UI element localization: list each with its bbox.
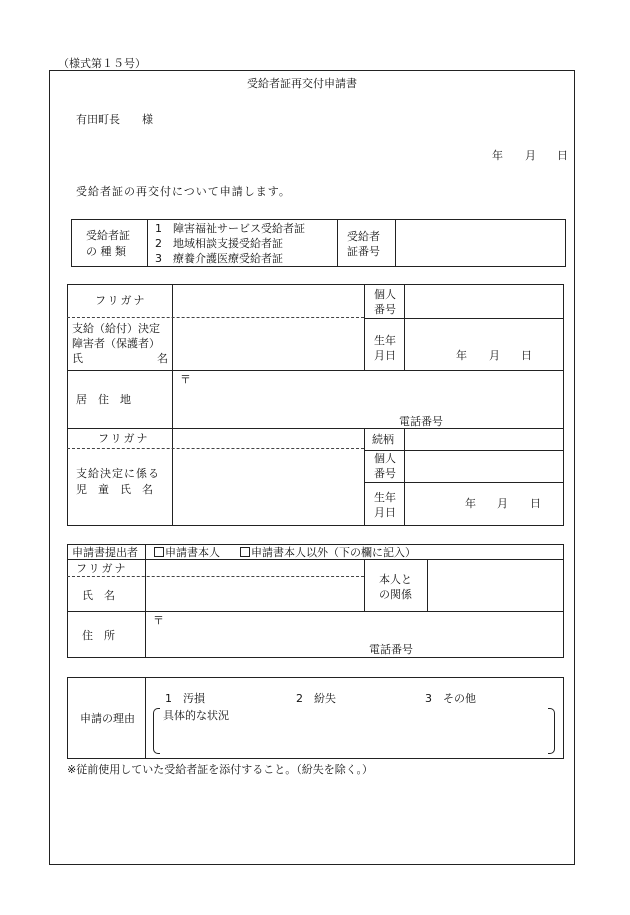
submitter-option-self-label: 申請書本人 [165,546,220,559]
submitter-postal-mark: 〒 [153,614,164,627]
submitter-label: 申請書提出者 [72,546,138,559]
date-day: 日 [557,149,568,162]
applicant-address-label: 居 住 地 [76,393,131,406]
child-name-label-2: 児 童 氏 名 [76,483,153,496]
submitter-furigana-label: フリガナ [76,562,128,575]
child-relationship-field[interactable] [405,429,563,449]
reason-option-2[interactable]: 2 紛失 [296,692,336,705]
checkbox-self[interactable] [154,547,164,557]
submitter-name-label: 氏 名 [82,589,115,602]
footnote: ※従前使用していた受給者証を添付すること。（紛失を除く。） [67,763,373,776]
child-name-field[interactable] [173,449,363,525]
submitter-option-other[interactable] [240,547,416,558]
submitter-relation-field[interactable] [428,560,563,610]
date-year: 年 [492,149,503,162]
submitter-phone-label: 電話番号 [369,643,413,656]
applicant-address-field[interactable] [190,372,562,412]
applicant-name-label-2: 障害者（保護者） [72,337,160,350]
submitter-option-self[interactable] [154,547,220,558]
submitter-furigana-field[interactable] [146,560,363,576]
child-birth-year: 年 [465,497,476,510]
submitter-address-field[interactable] [163,613,562,641]
reason-detail-field[interactable] [162,724,546,750]
child-individual-number-label-1: 個人 [374,452,396,465]
cert-type-label-1: 受給者証 [86,229,130,242]
detail-bracket-right [548,708,555,754]
applicant-furigana-label: フリガナ [95,294,147,307]
applicant-birth-month: 月 [489,349,500,362]
child-individual-number-label-2: 番号 [374,467,396,480]
page-title: 受給者証再交付申請書 [247,77,357,90]
cert-number-field[interactable] [396,220,565,266]
child-relationship-label: 続柄 [372,433,394,446]
applicant-name-label-3a: 氏 [72,352,83,365]
submitter-option-other-label: 申請書本人以外（下の欄に記入） [251,546,416,559]
submitter-relation-label-1: 本人と [379,573,412,586]
cert-type-option-2: 2 地域相談支援受給者証 [155,237,283,250]
applicant-name-label-3b: 名 [157,352,168,365]
addressee: 有田町長 様 [76,113,153,126]
child-birth-month: 月 [497,497,508,510]
applicant-individual-number-label-2: 番号 [374,303,396,316]
child-birth-day: 日 [530,497,541,510]
detail-bracket-left [153,708,160,754]
applicant-furigana-field[interactable] [173,285,363,317]
applicant-birth-day: 日 [521,349,532,362]
child-furigana-field[interactable] [173,429,363,448]
child-birth-label-2: 月日 [374,506,396,519]
cert-number-label-1: 受給者 [347,230,380,243]
child-birth-label-1: 生年 [374,491,396,504]
submitter-address-label: 住 所 [82,629,115,642]
child-furigana-label: フリガナ [98,432,150,445]
applicant-individual-number-field[interactable] [405,285,563,317]
applicant-birth-year: 年 [456,349,467,362]
cert-number-label-2: 証番号 [347,245,380,258]
cert-type-label-2: の 種 類 [86,245,126,258]
reason-option-1[interactable]: 1 汚損 [165,692,205,705]
applicant-name-label-1: 支給（給付）決定 [72,322,160,335]
reason-option-3[interactable]: 3 その他 [425,692,476,705]
intro-text: 受給者証の再交付について申請します。 [76,185,291,198]
applicant-individual-number-label-1: 個人 [374,288,396,301]
reason-detail-label: 具体的な状況 [163,709,229,722]
date-month: 月 [525,149,536,162]
checkbox-other[interactable] [240,547,250,557]
child-name-label-1: 支給決定に係る [76,467,160,480]
applicant-birth-label-1: 生年 [374,334,396,347]
submitter-name-field[interactable] [146,577,363,610]
applicant-name-field[interactable] [173,319,363,369]
cert-type-option-3: 3 療養介護医療受給者証 [155,252,283,265]
applicant-phone-label: 電話番号 [399,415,443,428]
form-number: （様式第１５号） [58,57,146,70]
child-individual-number-field[interactable] [405,451,563,481]
cert-type-option-1: 1 障害福祉サービス受給者証 [155,222,305,235]
applicant-postal-mark: 〒 [180,373,191,386]
reason-label: 申請の理由 [80,712,135,725]
submitter-relation-label-2: の関係 [379,588,412,601]
applicant-birth-label-2: 月日 [374,349,396,362]
